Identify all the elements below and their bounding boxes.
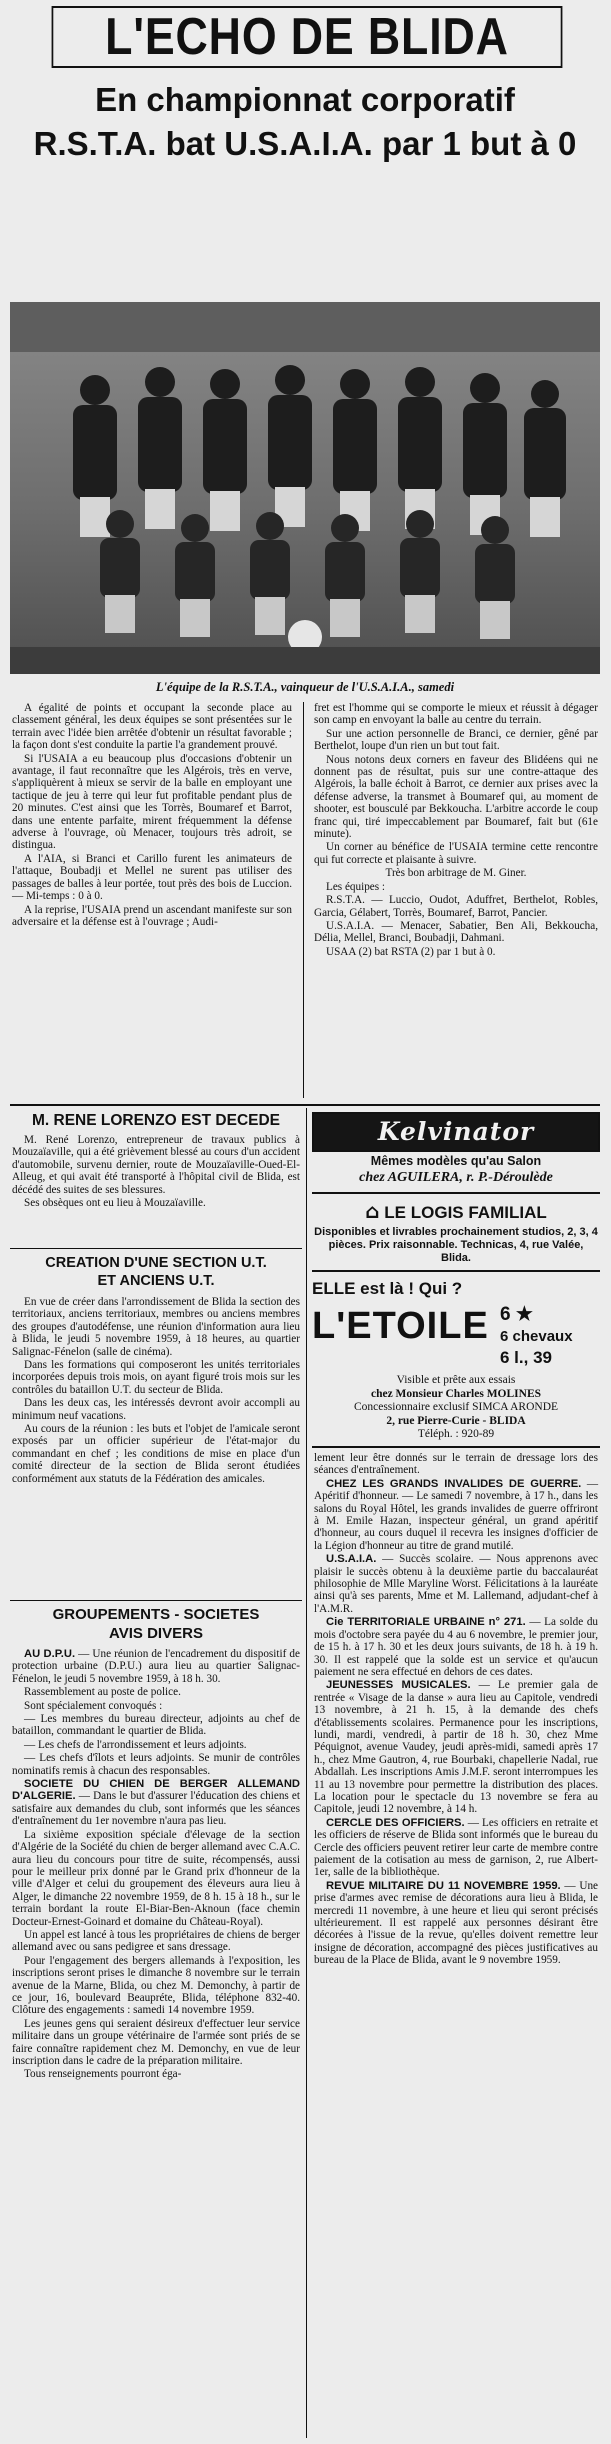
chien-paragraph: Pour l'engagement des bergers allemands à l'exposition, les inscriptions seront prises le dimanche 8 novembre sur le terrain avenue de la Marne, Blida, ou chez M. Demonchy, à partir de ce jour, 16, boulevard Beaupréte, Blida, téléphone 832-40. Clôture des engagements : samedi 14 novembre 1959. xyxy=(12,1954,300,2017)
groupements-headline-2: AVIS DIVERS xyxy=(109,1625,203,1642)
notice-text: — Une prise d'armes avec remise de décorations aura lieu à Blida, le mercredi 11 novembre, à une heure et lieu qui seront précisés ultérieurement. Il est rappelé aux personnes désirant être décorées à l'issue de la revue, qu'elles doivent remettre leur insigne de décoration, accompagné des pièces justificatives au bureau de la Place de Blida, avant le 9 novembre 1959. xyxy=(314,1879,599,1967)
chien-paragraph: Tous renseignements pourront éga- xyxy=(24,2068,182,2081)
headline-line-1: En championnat corporatif xyxy=(95,81,515,118)
notice-title: CERCLE DES OFFICIERS. xyxy=(326,1816,465,1829)
team-photo-graphic xyxy=(10,302,600,674)
etoile-line: Visible et prête aux essais xyxy=(396,1374,516,1386)
main-article-paragraph: fret est l'homme qui se comporte le mieux et réussit à dégager son camp en envoyant la balle au centre du terrain. xyxy=(314,702,598,727)
photo-caption: L'équipe de la R.S.T.A., vainqueur de l'U.S.A.I.A., samedi xyxy=(155,680,455,694)
main-article-paragraph: Si l'USAIA a eu beaucoup plus d'occasions d'obtenir un avantage, il faut reconnaître que les Algérois, très en verve, s'appliquèrent à mieux se servir de la balle en employant une tactique de jeu à terre qui leur fut profitable pendant plus de 20 minutes. C'est ainsi que les Torrès, Boumaref et Barrot, dans une entente parfaite, mirent fréquemment la défense adverse à l'ouvrage, où Menacer, toujours très adroit, se distingua. xyxy=(12,752,292,852)
team-lineup: R.S.T.A. — Luccio, Oudot, Aduffret, Berthelot, Robles, Garcia, Gélabert, Torrès, Boumaref, Barrot, Pancier. xyxy=(314,894,598,919)
etoile-spec-2: 6 chevaux xyxy=(500,1328,573,1345)
chien-title: SOCIETE DU CHIEN DE BERGER ALLEMAND D'ALGERIE. xyxy=(12,1778,300,1803)
main-article-paragraph: A l'AIA, si Branci et Carillo furent les animateurs de l'attaque, Boubadji et Mellel ne surent pas utiliser des passages de balles à leur portée, tout près des bois de Luccion. — Mi-temps : 0 à 0. xyxy=(12,852,292,903)
notice-text: — Les officiers en retraite et les officiers de réserve de Blida sont informés que le bureau du Cercle des officiers peuvent retirer leur carte de membre contre paiement de la cotisation au mess de garnison, 2, rue Albert-1er, salle de la bibliothèque. xyxy=(314,1816,598,1879)
main-article-left-column xyxy=(12,702,292,929)
notice-text: — Apéritif d'honneur. — Le samedi 7 novembre, à 17 h., dans les salons du Royal Hôtel, les grands invalides de guerre offriront à M. Emile Hazan, inspecteur général, un grand apéritif d'honneur, au cours duquel il recevra les insignes d'officier de la Légion d'honneur au titre de grand mutilé. xyxy=(314,1477,599,1552)
etoile-line: Téléph. : 920-89 xyxy=(417,1428,495,1440)
etoile-line: chez Monsieur Charles MOLINES xyxy=(370,1387,542,1400)
main-article-right-column xyxy=(314,702,598,959)
headline-line-2: R.S.T.A. bat U.S.A.I.A. par 1 but à 0 xyxy=(33,125,577,162)
notice-text: — Succès scolaire. — Nous apprenons avec plaisir le succès obtenu à la deuxième partie du baccalauréat philosophie de Mlle Maryline Worst. Félicitations à la lauréate ainsi qu'à ses parents, Mme et M. Lallemand, adjudant-chef à l'A.M.R. xyxy=(314,1553,598,1615)
main-article-paragraph: Un corner au bénéfice de l'USAIA termine cette rencontre qui fut correcte et plaisante à suivre. xyxy=(314,841,598,866)
creation-headline-2: ET ANCIENS U.T. xyxy=(97,1273,215,1289)
dpu-paragraph: — Les membres du bureau directeur, adjoints au chef de bataillon, commandant le quartier de Blida. xyxy=(12,1713,300,1738)
logis-text: Disponibles et livrables prochainement studios, 2, 3, 4 pièces. Prix raisonnable. Technicas, 4, rue Valée, Blida. xyxy=(314,1226,598,1264)
etoile-line: Concessionnaire exclusif SIMCA ARONDE xyxy=(353,1401,559,1413)
team-lineup: U.S.A.I.A. — Menacer, Sabatier, Ben Ali, Bekkoucha, Délia, Mellel, Branci, Boubadji, Dahmani. xyxy=(314,919,598,945)
dpu-paragraph: — Les chefs d'îlots et leurs adjoints. Se munir de contrôles nominatifs remis à chacun des responsables. xyxy=(12,1752,300,1777)
groupements-article xyxy=(12,1648,300,2082)
main-article-paragraph: Sur une action personnelle de Branci, ce dernier, gêné par Berthelot, loupe d'un rien un but tout fait. xyxy=(314,727,598,753)
main-article-paragraph: Nous notons deux corners en faveur des Blidéens qui ne donnent pas de résultat, puis sur une contre-attaque des Algérois, la balle échoit à Barrot, ce dernier aux prises avec la défense adverse, la transmet à Boumaref qui, au moment de shooter, est bousculé par Bekkoucha. L'arbitre accorde le coup franc qui, tiré impeccablement par Boumaref, fait but (61e minute). xyxy=(314,753,598,841)
creation-paragraph: Dans les formations qui composeront les unités territoriales incorporées depuis trois mois, on ayant figuré trois mois sur les contrôles du bataillon U.T. du secteur de Blida. xyxy=(12,1359,300,1396)
team-photo xyxy=(10,302,600,674)
dpu-title: AU D.P.U. xyxy=(24,1648,76,1660)
etoile-spec-3: 6 l., 39 xyxy=(500,1348,552,1367)
creation-paragraph: Dans les deux cas, les intéressés devront avoir accompli au minimum neuf vacations. xyxy=(12,1397,300,1422)
notice-title: JEUNESSES MUSICALES. xyxy=(326,1679,471,1692)
main-article-paragraph: A la reprise, l'USAIA prend un ascendant manifeste sur son adversaire et la défense est à l'ouvrage ; Audi- xyxy=(12,903,292,928)
teams-label: Les équipes : xyxy=(326,880,386,893)
logis-title-text: LE LOGIS FAMILIAL xyxy=(384,1203,547,1222)
referee-line: Très bon arbitrage de M. Giner. xyxy=(385,867,527,880)
lorenzo-paragraph: Ses obsèques ont eu lieu à Mouzaïaville. xyxy=(24,1197,206,1210)
dpu-paragraph: Sont spécialement convoqués : xyxy=(24,1699,163,1712)
creation-paragraph: Au cours de la réunion : les buts et l'objet de l'amicale seront exposés par un officier supérieur de l'état-major du commandant en chef ; les conditions de mise en place d'un comité directeur de la section de Blida seront étudiées conformément aux statuts de la Fédération des amicales. xyxy=(12,1423,300,1485)
chien-paragraph: La sixième exposition spéciale d'élevage de la section d'Algérie de la Société du chien de berger allemand avec C.A.C. aura lieu du concours pour titre de suite, récompensés, aussi pour le meilleur prix donné par le Grand prix d'honneur de la ville d'Alger et celui du groupement des éleveurs aura lieu à Alger, le dimanche 22 novembre 1959, de 8 h. 15 à 18 h., sur le terrain bordant la route El-Biar-Ben-Aknoun (face chemin Docteur-Ernest-Goinard et domaine du Château-Royal). xyxy=(12,1828,300,1928)
notice-title: REVUE MILITAIRE DU 11 NOVEMBRE 1959. xyxy=(326,1879,561,1892)
result-line: USAA (2) bat RSTA (2) par 1 but à 0. xyxy=(326,945,496,958)
lorenzo-article xyxy=(12,1134,300,1210)
avis-divers-continued xyxy=(314,1452,598,1968)
creation-headline-1: CREATION D'UNE SECTION U.T. xyxy=(45,1255,267,1271)
kelvinator-line-2: chez AGUILERA, r. P.-Déroulède xyxy=(359,1170,553,1185)
masthead: L'ECHO DE BLIDA xyxy=(52,6,563,68)
chien-paragraph: Les jeunes gens qui seraient désireux d'effectuer leur service militaire dans un groupe vétérinaire de l'armée sont priés de se faire connaître rapidement chez M. Demonchy, en vue de leur inscription dans le cadre de la préparation militaire. xyxy=(12,2017,300,2067)
etoile-line: 2, rue Pierre-Curie - BLIDA xyxy=(386,1414,526,1427)
dpu-paragraph: — Une réunion de l'encadrement du dispositif de protection urbaine (D.P.U.) aura lieu au quartier Salignac-Fénelon, le jeudi 5 novembre 1959, à 18 h. 30. xyxy=(12,1648,300,1685)
etoile-question: ELLE est là ! Qui ? xyxy=(312,1279,463,1298)
kelvinator-banner xyxy=(312,1112,600,1152)
dpu-paragraph: — Les chefs de l'arrondissement et leurs adjoints. xyxy=(24,1738,247,1751)
logis-title xyxy=(312,1200,600,1224)
main-article-paragraph: A égalité de points et occupant la seconde place au classement général, les deux équipes se sont présentées sur le terrain avec l'idée bien arrêtée d'obtenir un résultat favorable ; la façon dont s'est conduite la partie l'a grandement prouvé. xyxy=(12,702,292,752)
etoile-name: L'ETOILE xyxy=(312,1305,489,1347)
groupements-continuation: lement leur être donnés sur le terrain de dressage lors des séances d'entraînement. xyxy=(314,1452,598,1477)
groupements-headline-1: GROUPEMENTS - SOCIETES xyxy=(52,1606,260,1623)
etoile-details xyxy=(312,1374,600,1442)
notice-text: — La solde du mois d'octobre sera payée du 4 au 6 novembre, le premier jour, de 15 h. à 17 h. 30 et les deux jours suivants, de 18 h. à 19 h. 30. Il est rappelé que la solde est un service et qu'aucun paiement ne sera effectué en dehors de ces dates. xyxy=(314,1616,599,1678)
lorenzo-headline: M. RENE LORENZO EST DECEDE xyxy=(31,1112,281,1129)
notice-title: Cie TERRITORIALE URBAINE n° 271. xyxy=(326,1616,526,1629)
etoile-spec-1: 6 ★ xyxy=(500,1304,533,1325)
notice-title: U.S.A.I.A. xyxy=(326,1553,377,1566)
dpu-paragraph: Rassemblement au poste de police. xyxy=(24,1686,181,1699)
notice-text: — Le premier gala de rentrée « Visage de la danse » aura lieu au Capitole, vendredi 13 novembre, à 21 h. 15, à la demande des chefs d'établissements scolaires. Permanence pour les inscriptions, lundi, mardi, vendredi, à partir de 18 h. 30, chez Mme Péquignot, avenue Vaudey, jeudi après-midi, samedi après 17 h., chez Mme Gautron, 4, rue Bourbaki, chapellerie Nadal, rue Abdallah. Les inscriptions Amis J.M.F. seront interrompues les 11 au 13 novembre pour permettre la distribution des places. La location pour le spectacle du 13 novembre se fera au Capitole, jeudi 12 novembre, à 14 h. xyxy=(314,1679,598,1816)
chien-paragraph: Un appel est lancé à tous les propriétaires de chiens de berger allemand avec ou sans pedigree et sans dressage. xyxy=(12,1928,300,1954)
kelvinator-line-1: Mêmes modèles qu'au Salon xyxy=(370,1154,542,1168)
creation-article xyxy=(12,1296,300,1486)
house-icon: ⌂ xyxy=(365,1199,380,1223)
notice-title: CHEZ LES GRANDS INVALIDES DE GUERRE. xyxy=(326,1477,582,1490)
creation-paragraph: En vue de créer dans l'arrondissement de Blida la section des territoriaux, anciens territoriaux, membres ou anciens membres des groupes d'autodéfense, une réunion d'information aura lieu à Blida, le jeudi 5 novembre 1959, à 18 heures, au quartier Salignac-Fénelon (salle de cinéma). xyxy=(12,1296,300,1358)
kelvinator-brand: Kelvinator xyxy=(377,1117,535,1146)
lorenzo-paragraph: M. René Lorenzo, entrepreneur de travaux publics à Mouzaïaville, qui a été grièvement blessé au cours d'un accident d'automobile, survenu dernier, route de Mouzaïaville-Oued-El-Alleug, et qui avait été transporté à l'hôpital civil de Blida, est décédé des suites de ses blessures. xyxy=(12,1134,300,1196)
chien-paragraph: — Dans le but d'assurer l'éducation des chiens et satisfaire aux demandes du club, sont informés que les séances d'entraînement du 1er novembre n'aura pas lieu. xyxy=(12,1790,300,1828)
